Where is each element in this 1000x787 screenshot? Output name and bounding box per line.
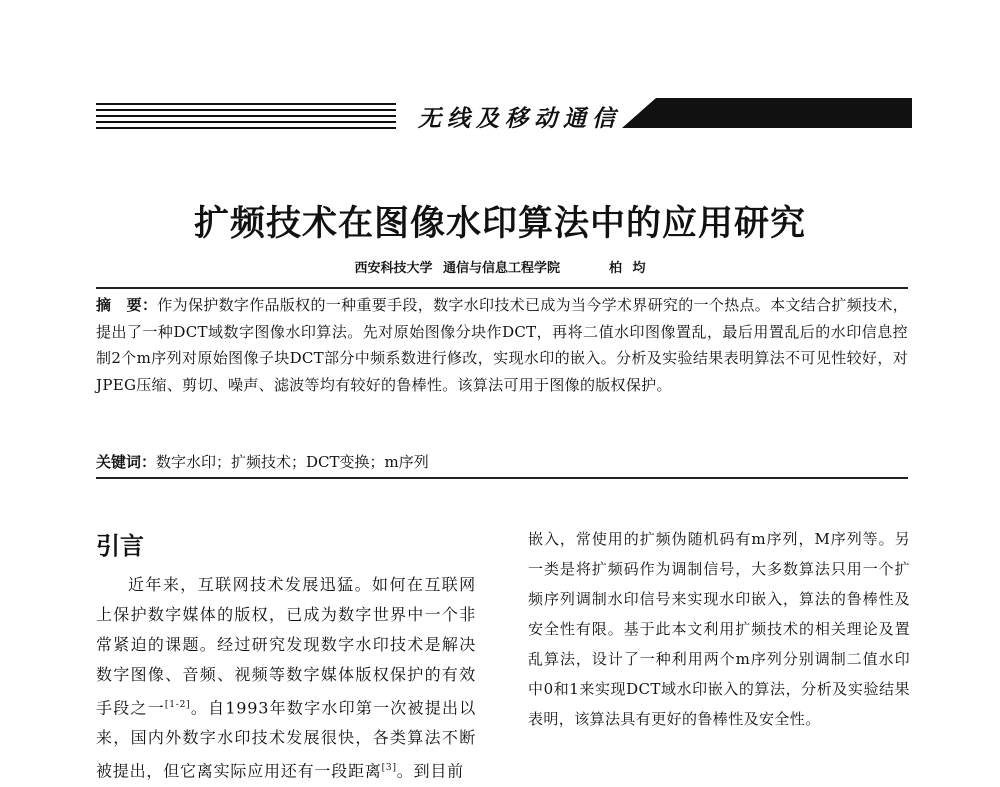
affiliation: 西安科技大学 通信与信息工程学院 bbox=[354, 261, 560, 276]
keywords-label: 关键词： bbox=[96, 453, 157, 471]
intro-paragraph bbox=[96, 570, 476, 787]
author: 柏 均 bbox=[609, 261, 646, 276]
abstract bbox=[96, 292, 908, 398]
header-lines-decoration bbox=[96, 101, 396, 129]
section-title: 引言 bbox=[96, 532, 144, 560]
keywords-text: 数字水印；扩频技术；DCT变换；m序列 bbox=[156, 453, 429, 471]
keywords bbox=[96, 451, 908, 472]
column-name: 无线及移动通信 bbox=[418, 105, 621, 132]
abstract-text: 作为保护数字作品版权的一种重要手段，数字水印技术已成为当今学术界研究的一个热点。本文结合扩频技术，提出了一种DCT域数字图像水印算法。先对原始图像分块作DCT，再将二值水印图像置乱，最后用置乱后的水印信息控制2个m序列对原始图像子块DCT部分中频系数进行修改，实现水印的嵌入。分析及实验结果表明算法不可见性较好，对JPEG压缩、剪切、噪声、滤波等均有较好的鲁棒性。该算法可用于图像的版权保护。 bbox=[96, 296, 908, 394]
citation-ref: [3] bbox=[381, 763, 397, 774]
citation-ref: [1-2] bbox=[164, 700, 191, 710]
abstract-top-rule bbox=[96, 287, 908, 289]
affiliation-line bbox=[0, 257, 1000, 276]
intro-text-1: 近年来，互联网技术发展迅猛。如何在互联网上保护数字媒体的版权，已成为数字世界中一个非常紧迫的课题。经过研究发现数字水印技术是解决数字图像、音频、视频等数字媒体版权保护的有效手段之一 bbox=[96, 575, 476, 718]
right-column-text: 嵌入，常使用的扩频伪随机码有m序列，M序列等。另一类是将扩频码作为调制信号，大多数算法只用一个扩频序列调制水印信号来实现水印嵌入，算法的鲁棒性及安全性有限。基于此本文利用扩频技术的相关理论及置乱算法，设计了一种利用两个m序列分别调制二值水印中0和1来实现DCT域水印嵌入的算法，分析及实验结果表明，该算法具有更好的鲁棒性及安全性。 bbox=[528, 530, 910, 728]
abstract-label: 摘 要： bbox=[96, 296, 158, 314]
abstract-bottom-rule bbox=[96, 477, 908, 479]
paper-title: 扩频技术在图像水印算法中的应用研究 bbox=[193, 204, 806, 244]
intro-text-2: 。自1993年数字水印第一次被提出以来，国内外数字水印技术发展很快，各类算法不断被提出，但它离实际应用还有一段距离 bbox=[96, 698, 476, 781]
header-wedge-decoration bbox=[622, 98, 912, 128]
intro-text-3: 。到目前 bbox=[396, 761, 464, 781]
